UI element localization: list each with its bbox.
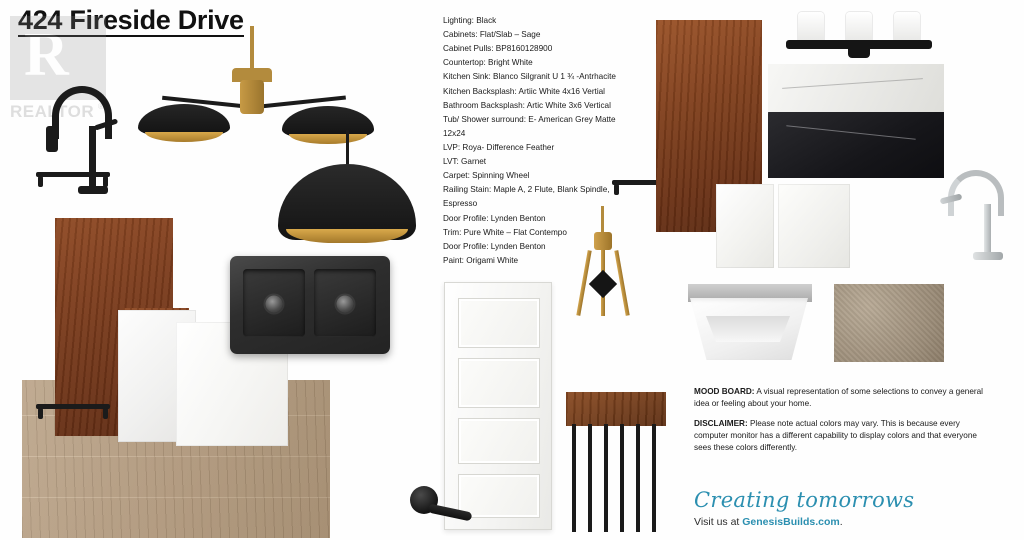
bathroom-backsplash-tile-swatch bbox=[716, 184, 774, 268]
artic-white-countertop-swatch bbox=[768, 64, 944, 112]
chandelier-shade-left bbox=[138, 104, 230, 138]
kitchen-sink-image bbox=[230, 256, 390, 354]
sink-drain-icon bbox=[337, 296, 354, 313]
spec-item: Cabinets: Flat/Slab – Sage bbox=[443, 30, 541, 40]
spec-item: Carpet: Spinning Wheel bbox=[443, 171, 530, 181]
faucet-base bbox=[78, 186, 108, 194]
disclaimer-text: Please note actual colors may vary. This is because every computer monitor has a different capability to display colors and that everyone sees these colors differently. bbox=[694, 418, 977, 453]
tub-surround-tile-swatch bbox=[778, 184, 850, 268]
shade-gold-interior bbox=[145, 132, 222, 142]
spindle bbox=[588, 424, 592, 532]
carpet-spinning-wheel-swatch bbox=[834, 284, 944, 362]
bathroom-faucet-image bbox=[940, 170, 1002, 262]
spec-item: Kitchen Backsplash: Artiic White 4x16 Vertial bbox=[443, 86, 606, 96]
realtor-logo-letter: R bbox=[24, 21, 69, 89]
spec-item: Railing Stain: Maple A, 2 Flute, Blank Spindle, Espresso bbox=[443, 185, 610, 209]
realtor-logo-text: REALTOR bbox=[10, 102, 95, 121]
chandelier-body bbox=[240, 80, 264, 114]
vanity-mount bbox=[848, 48, 870, 58]
brand-tagline: Creating tomorrows bbox=[694, 488, 915, 512]
brand-website-link[interactable]: GenesisBuilds.com bbox=[742, 516, 840, 528]
sink-drain-icon bbox=[266, 296, 283, 313]
faucet-sprayer bbox=[46, 126, 58, 152]
door-lever-handle-image bbox=[404, 486, 470, 530]
faucet-base bbox=[973, 252, 1003, 260]
spec-item: Bathroom Backsplash: Artic White 3x6 Vertical bbox=[443, 100, 611, 110]
mood-board-note bbox=[694, 386, 994, 411]
dome-pendant-light-image bbox=[278, 130, 418, 248]
stained-handrail bbox=[566, 392, 666, 426]
lever-arm bbox=[428, 504, 473, 522]
mood-board-text: A visual representation of some selections to convey a general idea or feeling about your home. bbox=[694, 387, 983, 409]
cabinet-pull-image bbox=[36, 404, 110, 409]
spec-item: Lighting: Black bbox=[443, 16, 497, 25]
visit-suffix: . bbox=[839, 516, 843, 528]
faucet-stem bbox=[89, 126, 96, 188]
spec-item: Door Profile: Lynden Benton bbox=[443, 213, 546, 223]
pendant-canopy bbox=[594, 232, 612, 250]
pendant-cord bbox=[346, 130, 349, 168]
visit-prefix: Visit us at bbox=[694, 516, 743, 528]
tub-shower-surround-image bbox=[688, 284, 812, 360]
mood-board-notes bbox=[694, 386, 994, 461]
faucet-arc bbox=[948, 170, 1004, 216]
pendant-hub bbox=[589, 270, 617, 298]
faucet-stem bbox=[984, 204, 991, 254]
spec-item: Trim: Pure White – Flat Contempo bbox=[443, 227, 567, 237]
sink-basin-left bbox=[243, 269, 305, 337]
door-panel bbox=[458, 358, 540, 408]
spec-item: Door Profile: Lynden Benton bbox=[443, 241, 546, 251]
spec-item: Cabinet Pulls: BP8160128900 bbox=[443, 44, 553, 54]
registered-mark-icon: ® bbox=[98, 102, 104, 111]
gold-pendant-light-image bbox=[570, 206, 636, 330]
tub-interior bbox=[706, 316, 790, 342]
spindle bbox=[636, 424, 640, 532]
spindle bbox=[652, 424, 656, 532]
vanity-bulb bbox=[894, 12, 920, 42]
door-panel bbox=[458, 418, 540, 464]
door-panel bbox=[458, 474, 540, 518]
door-panel bbox=[458, 298, 540, 348]
spec-item: LVT: Garnet bbox=[443, 157, 487, 167]
tub-body bbox=[690, 298, 808, 360]
mood-board-label: MOOD BOARD: bbox=[694, 387, 755, 396]
cabinet-pull-image bbox=[36, 172, 110, 177]
faucet-arc bbox=[52, 86, 112, 139]
spec-item: Countertop: Bright White bbox=[443, 58, 533, 68]
spindle bbox=[572, 424, 576, 532]
spindle bbox=[620, 424, 624, 532]
sink-basin-right bbox=[314, 269, 376, 337]
railing-stain-spindle-image bbox=[566, 392, 666, 540]
pendant-gold-interior bbox=[286, 229, 408, 243]
disclaimer-note bbox=[694, 418, 994, 455]
brand-visit-line bbox=[694, 516, 994, 528]
vanity-bulb bbox=[798, 12, 824, 42]
chandelier-rod bbox=[250, 26, 254, 72]
spec-item: Tub/ Shower surround: E- American Grey Matte 12x24 bbox=[443, 114, 616, 138]
spec-item: LVP: Roya- Difference Feather bbox=[443, 142, 555, 152]
spindle bbox=[604, 424, 608, 532]
pendant-dome bbox=[278, 164, 416, 240]
builder-brand bbox=[694, 488, 994, 528]
disclaimer-label: DISCLAIMER: bbox=[694, 418, 748, 428]
vanity-light-image bbox=[786, 6, 932, 64]
spec-item: Kitchen Sink: Blanco Silgranit U 1 ¾ -Antrhacite bbox=[443, 72, 616, 82]
black-marble-swatch bbox=[768, 112, 944, 178]
vanity-bulb bbox=[846, 12, 872, 42]
page-title: 424 Fireside Drive bbox=[18, 6, 244, 37]
spec-item: Paint: Origami White bbox=[443, 255, 519, 265]
